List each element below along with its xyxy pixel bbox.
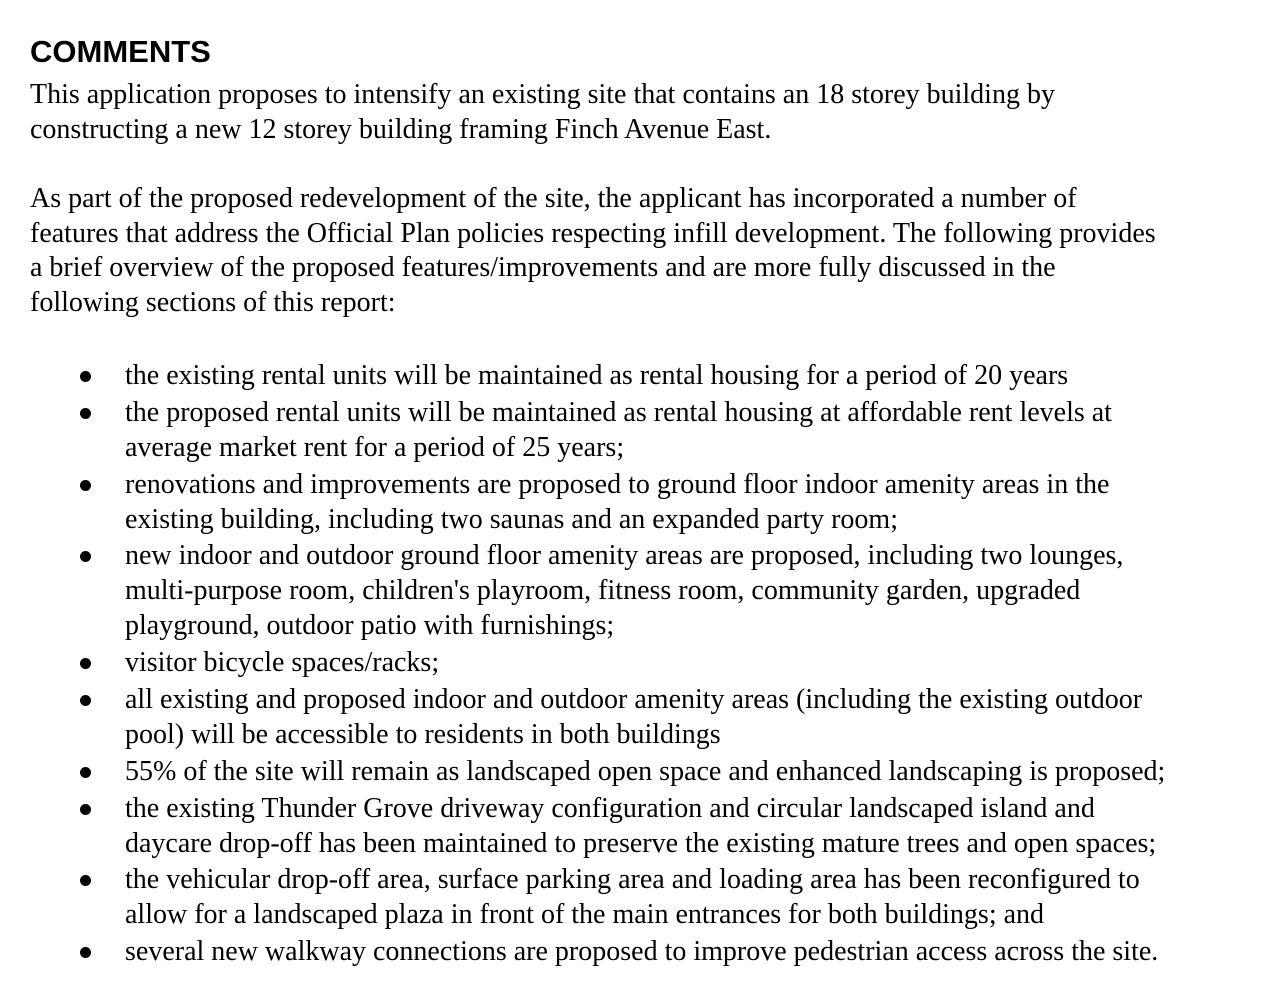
- list-item: [30, 682, 1265, 752]
- bullet-icon: [80, 804, 91, 815]
- list-item: [30, 358, 1265, 393]
- list-item: [30, 467, 1265, 537]
- bullet-icon: [80, 371, 91, 382]
- list-item: [30, 645, 1265, 680]
- list-item-line: 55% of the site will remain as landscaped open space and enhanced landscaping is proposed;: [125, 755, 1166, 787]
- bullet-icon: [80, 695, 91, 706]
- bullet-icon: [80, 875, 91, 886]
- paragraph-line: This application proposes to intensify an existing site that contains an 18 storey building by: [30, 79, 1055, 110]
- list-item-line: average market rent for a period of 25 years;: [125, 431, 625, 463]
- list-item: [30, 934, 1265, 969]
- paragraph-line: a brief overview of the proposed features/improvements and are more fully discussed in the: [30, 252, 1056, 283]
- list-item-line: the existing rental units will be maintained as rental housing for a period of 20 years: [125, 360, 1069, 391]
- list-item-line: new indoor and outdoor ground floor amenity areas are proposed, including two lounges,: [125, 540, 1124, 572]
- bullet-icon: [80, 551, 91, 562]
- list-item-line: the existing Thunder Grove driveway configuration and circular landscaped island and: [125, 792, 1095, 824]
- list-item-line: the proposed rental units will be maintained as rental housing at affordable rent levels at: [125, 396, 1112, 428]
- list-item-line: multi-purpose room, children's playroom, fitness room, community garden, upgraded: [125, 575, 1081, 607]
- list-item: [30, 754, 1265, 789]
- bullet-icon: [80, 480, 91, 491]
- list-item: [30, 538, 1265, 643]
- list-item-line: daycare drop-off has been maintained to preserve the existing mature trees and open spaces;: [125, 827, 1157, 859]
- paragraph-line: constructing a new 12 storey building framing Finch Avenue East.: [30, 113, 772, 145]
- document-page: [30, 30, 1265, 971]
- list-item: [30, 395, 1265, 465]
- bullet-icon: [80, 767, 91, 778]
- list-item: [30, 791, 1265, 861]
- list-item-line: visitor bicycle spaces/racks;: [125, 647, 440, 679]
- list-item-line: existing building, including two saunas and an expanded party room;: [125, 503, 898, 535]
- list-item-line: the vehicular drop-off area, surface parking area and loading area has been reconfigured to: [125, 864, 1140, 896]
- paragraph-line: As part of the proposed redevelopment of the site, the applicant has incorporated a number of: [30, 183, 1077, 214]
- features-list: [30, 358, 1265, 969]
- list-item-line: allow for a landscaped plaza in front of the main entrances for both buildings; and: [125, 899, 1045, 931]
- intro-paragraph: [30, 78, 1265, 147]
- list-item-line: all existing and proposed indoor and outdoor amenity areas (including the existing outdoor: [125, 683, 1143, 715]
- paragraph-line: following sections of this report:: [30, 286, 396, 318]
- overview-paragraph: [30, 182, 1265, 320]
- list-item-line: renovations and improvements are proposed to ground floor indoor amenity areas in the: [125, 468, 1110, 500]
- bullet-icon: [80, 947, 91, 958]
- bullet-icon: [80, 408, 91, 419]
- list-item-line: pool) will be accessible to residents in both buildings: [125, 718, 721, 750]
- list-item: [30, 862, 1265, 932]
- paragraph-line: features that address the Official Plan policies respecting infill development. The following provides: [30, 217, 1156, 249]
- bullet-icon: [80, 658, 91, 669]
- list-item-line: several new walkway connections are proposed to improve pedestrian access across the site.: [125, 936, 1159, 968]
- section-heading: COMMENTS: [30, 34, 211, 69]
- list-item-line: playground, outdoor patio with furnishings;: [125, 610, 615, 642]
